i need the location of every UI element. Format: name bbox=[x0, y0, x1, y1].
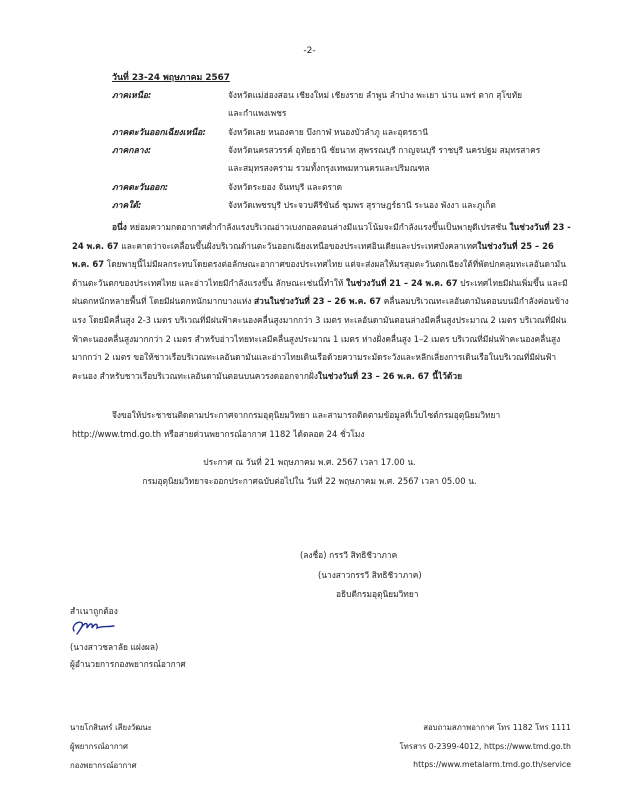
para-text: และคาดว่าจะเคลื่อนขึ้นฝั่งบริเวณด้านตะวันออกเฉียงเหนือของประเทศอินเดียและประเทศบังคลาเทศ bbox=[118, 240, 478, 251]
certified-title: ผู้อำนวยการกองพยากรณ์อากาศ bbox=[70, 659, 186, 669]
para-text: โดยพายุนี้ไม่มีผลกระทบโดยตรงต่อลักษณะอากาศของประเทศไทย แต่จะส่งผลให้มรสุมตะวันตกเฉียงใต้ที่พัดปกคลุมทะเลอันดามัน ด้านตะวันตกของประเทศไทย และอ่าวไทยมีกำลังแรงขึ้น ลักษณะเช่นนี้ทำให้ bbox=[72, 259, 566, 288]
region-text-central-1: จังหวัดนครสวรรค์ อุทัยธานี ชัยนาท สุพรรณบุรี กาญจนบุรี ราชบุรี นครปฐม สมุทรสาคร bbox=[228, 145, 541, 155]
region-label-east: ภาคตะวันออก: bbox=[112, 183, 169, 193]
para-date-range: ในช่วงวันที่ 25 – 26 พ.ค. 67 bbox=[72, 240, 554, 270]
next-issue-line: กรมอุตุนิยมวิทยาจะออกประกาศฉบับต่อไปใน วันที่ 22 พฤษภาคม พ.ศ. 2567 เวลา 05.00 น. bbox=[142, 476, 477, 486]
region-label-central: ภาคกลาง: bbox=[112, 146, 152, 156]
date-heading: วันที่ 23-24 พฤษภาคม 2567 bbox=[112, 73, 230, 83]
region-label-northeast: ภาคตะวันออกเฉียงเหนือ: bbox=[112, 128, 206, 138]
region-text-south-1: จังหวัดเพชรบุรี ประจวบคีรีขันธ์ ชุมพร สุราษฎร์ธานี ระนอง พังงา และภูเก็ต bbox=[228, 200, 496, 210]
footer-division: กองพยากรณ์อากาศ bbox=[70, 761, 137, 770]
para-text: ประเทศไทยมีฝนเพิ่มขึ้น และมีฝนตกหนักหลายพื้นที่ โดยมีฝนตกหนักมากบางแห่ง bbox=[72, 277, 568, 307]
contact-paragraph: จึงขอให้ประชาชนติดตามประกาศจากกรมอุตุนิยมวิทยา และสามารถติดตามข้อมูลที่เว็บไซต์กรมอุตุนิยมวิทยา http://www.tmd.go.th หรือสายด่วนพยากรณ์อากาศ 1182 ได้ตลอด 24 ชั่วโมง bbox=[72, 410, 501, 439]
footer-fax-website[interactable]: โทรสาร 0-2399-4012, https://www.tmd.go.th bbox=[399, 742, 571, 751]
director-title: อธิบดีกรมอุตุนิยมวิทยา bbox=[336, 589, 419, 599]
region-label-north: ภาคเหนือ: bbox=[112, 91, 152, 101]
para-date-range: ส่วนในช่วงวันที่ 23 – 26 พ.ค. 67 bbox=[254, 296, 382, 307]
footer-forecaster-role: ผู้พยากรณ์อากาศ bbox=[70, 742, 128, 751]
para-date-range: ในช่วงวันที่ 21 – 24 พ.ค. 67 bbox=[346, 277, 458, 288]
forecast-paragraph bbox=[72, 218, 572, 385]
region-text-east-1: จังหวัดระยอง จันทบุรี และตราด bbox=[228, 182, 343, 192]
region-text-north-1: จังหวัดแม่ฮ่องสอน เชียงใหม่ เชียงราย ลำพูน ลำปาง พะเยา น่าน แพร่ ตาก สุโขทัย bbox=[228, 90, 523, 100]
page-number: -2- bbox=[303, 46, 316, 56]
footer-forecaster-name: นายโกสินทร์ เสียงวัฒนะ bbox=[70, 723, 152, 732]
para-text: หย่อมความกดอากาศต่ำกำลังแรงบริเวณอ่าวเบงกอลตอนล่างมีแนวโน้มจะมีกำลังแรงขึ้นเป็นพายุดีเปรสชัน bbox=[126, 222, 510, 232]
handwritten-signature bbox=[68, 616, 120, 638]
para-date-range: ในช่วงวันที่ 23 - 24 พ.ค. 67 bbox=[72, 222, 571, 251]
region-text-north-2: และกำแพงเพชร bbox=[228, 108, 287, 118]
region-text-central-2: และสมุทรสงคราม รวมทั้งกรุงเทพมหานครและปริมณฑล bbox=[228, 163, 430, 173]
para-intro: อนึ่ง bbox=[112, 222, 127, 232]
region-label-south: ภาคใต้: bbox=[112, 201, 142, 211]
para-date-range: ในช่วงวันที่ 23 – 26 พ.ค. 67 นี้ไว้ด้วย bbox=[317, 370, 462, 381]
region-text-northeast-1: จังหวัดเลย หนองคาย บึงกาฬ หนองบัวลำภู และอุดรธานี bbox=[228, 127, 428, 137]
para-text: คลื่นลมบริเวณทะเลอันดามันตอนบนมีกำลังค่อนข้างแรง โดยมีคลื่นสูง 2-3 เมตร บริเวณที่มีฝนฟ้าคะนองคลื่นสูงมากกว่า 3 เมตร ทะเลอันดามันตอนล่างมีคลื่นสูงประมาณ 2 เมตร บริเวณที่มีฝนฟ้าคะนองคลื่นสูงมากกว่า 2 เมตร สำหรับอ่าวไทยทะเลมีคลื่นสูงประมาณ 1 เมตร ห่างฝั่งคลื่นสูง 1–2 เมตร บริเวณที่มีฝนฟ้าคะนองคลื่นสูงมากกว่า 2 เมตร ขอให้ชาวเรือบริเวณทะเลอันดามันและอ่าวไทยเดินเรือด้วยความระมัดระวังและหลีกเลี่ยงการเดินเรือในบริเวณที่มีฝนฟ้าคะนอง สำหรับชาวเรือบริเวณทะเลอันดามันตอนบนควรงดออกจากฝั่ง bbox=[72, 296, 569, 381]
certified-name: (นางสาวชลาลัย แฝงผล) bbox=[70, 642, 159, 652]
announce-line: ประกาศ ณ วันที่ 21 พฤษภาคม พ.ศ. 2567 เวลา 17.00 น. bbox=[203, 457, 416, 467]
footer-service-link[interactable]: https://www.metalarm.tmd.go.th/service bbox=[413, 760, 571, 769]
director-name: (นางสาวกรรวี สิทธิชีวาภาค) bbox=[318, 570, 422, 580]
certified-label: สำเนาถูกต้อง bbox=[70, 606, 118, 616]
footer-phone: สอบถามสภาพอากาศ โทร 1182 โทร 1111 bbox=[423, 723, 571, 732]
signed-line: (ลงชื่อ) กรรวี สิทธิชีวาภาค bbox=[300, 550, 398, 560]
